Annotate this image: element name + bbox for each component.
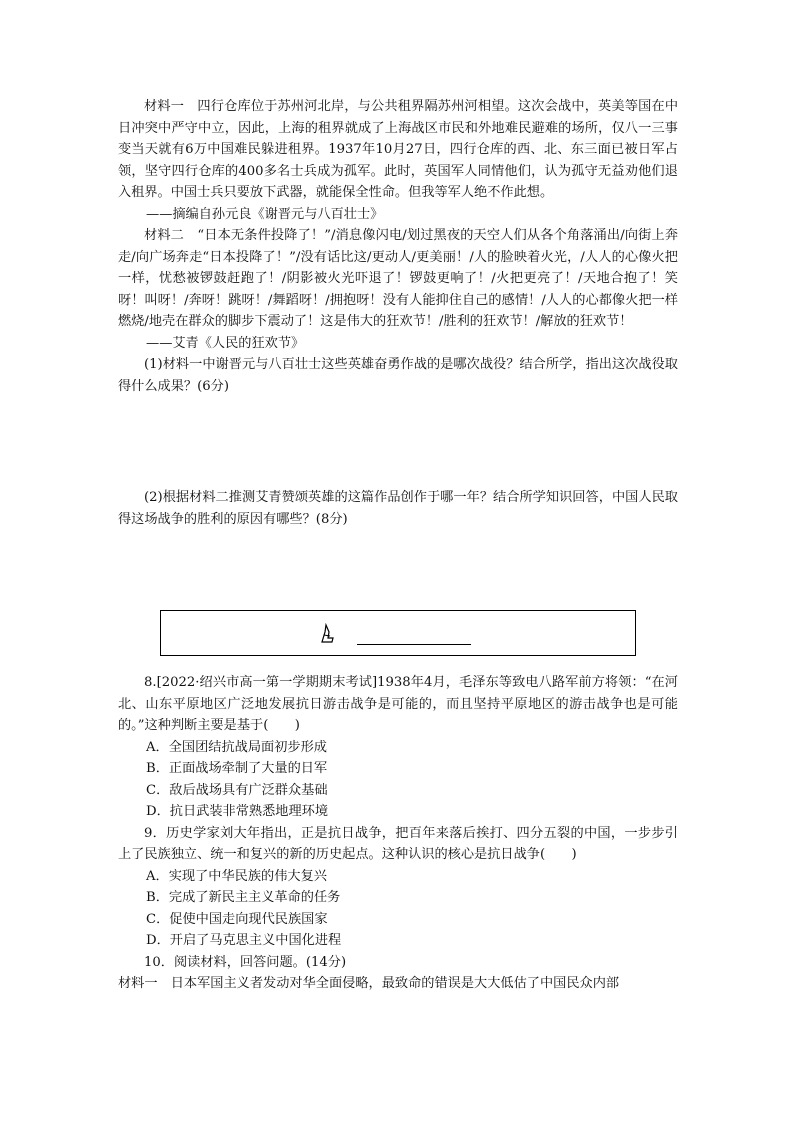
material-one-paragraph (118, 96, 678, 204)
divider-line (357, 644, 471, 645)
material-one-text: 四行仓库位于苏州河北岸，与公共租界隔苏州河相望。这次会战中，英美等国在中日冲突中严守中立，因此，上海的租界就成了上海战区市民和外地难民避难的场所，仅八一三事变当天就有6万中国难民躲进租界。1937年10月27日，四行仓库的西、北、东三面已被日军占领，坚守四行仓库的400多名士兵成为孤军。此时，英国军人同情他们，认为孤守无益劝他们退入租界。中国士兵只要放下武器，就能保全性命。但我等军人绝不作此想。 (118, 99, 679, 200)
question-8-stem: 8.[2022·绍兴市高一第一学期期末考试]1938年4月，毛泽东等致电八路军前方将领：“在河北、山东平原地区广泛地发展抗日游击战争是可能的，而且坚持平原地区的游击战争也是可能的。”这种判断主要是基于( ) (118, 675, 678, 733)
material-two-source: ——艾青《人民的狂欢节》 (146, 335, 305, 351)
question-10-material-one-label: 材料一 (118, 976, 158, 991)
page-content (118, 96, 678, 995)
question-10-material-one-text: 日本军国主义者发动对华全面侵略，最致命的错误是大大低估了中国民众内部 (170, 976, 620, 991)
material-two-label: 材料二 (144, 228, 185, 243)
material-two-paragraph (118, 225, 678, 333)
material-one-source: ——摘编自孙元良《谢晋元与八百壮士》 (146, 206, 384, 222)
question-8-option-d: D．抗日武装非常熟悉地理环境 (146, 804, 329, 819)
answer-space-1 (118, 397, 678, 487)
question-9-stem: 9．历史学家刘大年指出，正是抗日战争，把百年来落后挨打、四分五裂的中国，一步步引上了民族独立、统一和复兴的新的历史起点。这种认识的核心是抗日战争( ) (118, 825, 678, 862)
question-2: (2)根据材料二推测艾青赞颂英雄的这篇作品创作于哪一年？结合所学知识回答，中国人民取得这场战争的胜利的原因有哪些？(8分) (118, 490, 678, 527)
question-9-option-d: D．开启了马克思主义中国化进程 (146, 933, 342, 948)
answer-space-2 (118, 530, 678, 610)
section-divider (118, 610, 678, 672)
material-one-label: 材料一 (144, 99, 185, 114)
question-1: (1)材料一中谢晋元与八百壮士这些英雄奋勇作战的是哪次战役？结合所学，指出这次战役取得什么成果？(6分) (118, 357, 678, 394)
pen-icon (319, 623, 339, 645)
question-8-option-c: C．敌后战场具有广泛群众基础 (146, 782, 328, 798)
question-8-option-b: B．正面战场牵制了大量的日军 (146, 761, 328, 776)
question-10-material-one (118, 973, 678, 995)
question-9-option-a: A．实现了中华民族的伟大复兴 (146, 868, 327, 884)
divider-box (160, 610, 636, 656)
question-8-option-a: A．全国团结抗战局面初步形成 (146, 739, 327, 755)
question-9-option-c: C．促使中国走向现代民族国家 (146, 911, 328, 927)
question-9-option-b: B．完成了新民主主义革命的任务 (146, 890, 341, 905)
question-10-stem: 10．阅读材料，回答问题。(14分) (144, 954, 347, 970)
material-two-text: “日本无条件投降了！”/消息像闪电/划过黑夜的天空人们从各个角落涌出/向街上奔走/向广场奔走“日本投降了！”/没有话比这/更动人/更美丽！/人的脸映着火光，/人人的心像火把一样，忧愁被锣鼓赶跑了！/阴影被火光吓退了！锣鼓更响了！/火把更亮了！/天地合抱了！笑呀！叫呀！/奔呀！跳呀！/舞蹈呀！/拥抱呀！没有人能抑住自己的感情！/人人的心都像火把一样燃烧/地壳在群众的脚步下震动了！这是伟大的狂欢节！/胜利的狂欢节！/解放的狂欢节！ (118, 228, 679, 329)
